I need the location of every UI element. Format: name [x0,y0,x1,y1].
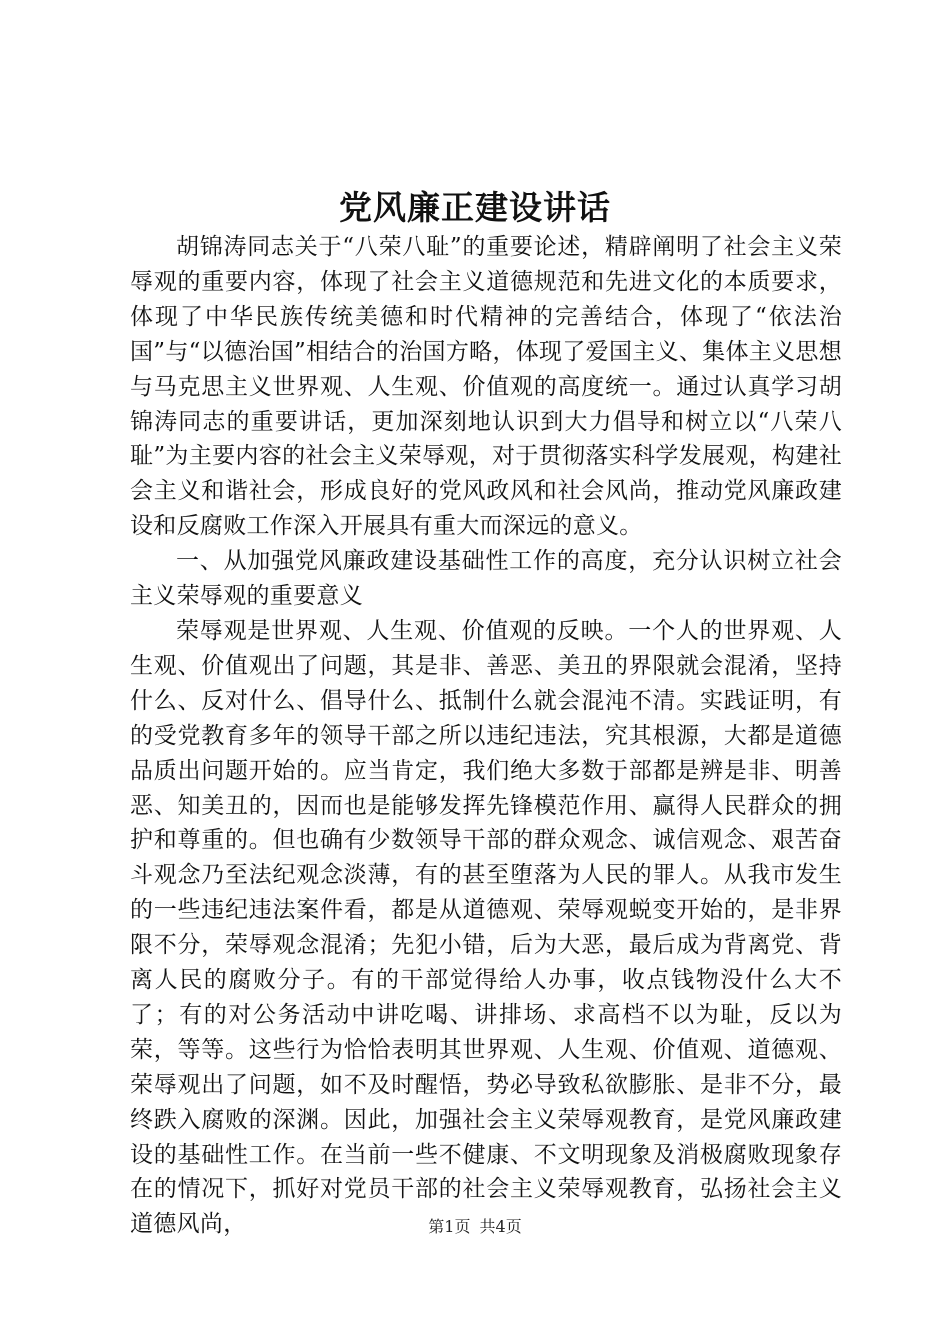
page-total: 共4页 [479,1217,522,1236]
paragraph-intro: 胡锦涛同志关于“八荣八耻”的重要论述，精辟阐明了社会主义荣辱观的重要内容，体现了社会主义道德规范和先进文化的本质要求，体现了中华民族传统美德和时代精神的完善结合，体现了“依法治国”与“以德治国”相结合的治国方略，体现了爱国主义、集体主义思想与马克思主义世界观、人生观、价值观的高度统一。通过认真学习胡锦涛同志的重要讲话，更加深刻地认识到大力倡导和树立以“八荣八耻”为主要内容的社会主义荣辱观，对于贯彻落实科学发展观，构建社会主义和谐社会，形成良好的党风政风和社会风尚，推动党风廉政建设和反腐败工作深入开展具有重大而深远的意义。 [130,234,842,540]
page-number: 第1页 [428,1217,471,1236]
document-body [130,230,842,1242]
document-title: 党风廉正建设讲话 [339,188,611,227]
paragraph-section-heading: 一、从加强党风廉政建设基础性工作的高度，充分认识树立社会主义荣辱观的重要意义 [130,548,842,610]
paragraph-body: 荣辱观是世界观、人生观、价值观的反映。一个人的世界观、人生观、价值观出了问题，其是非、善恶、美丑的界限就会混淆，坚持什么、反对什么、倡导什么、抵制什么就会混沌不清。实践证明，有的受党教育多年的领导干部之所以违纪违法，究其根源，大都是道德品质出问题开始的。应当肯定，我们绝大多数于部都是辨是非、明善恶、知美丑的，因而也是能够发挥先锋模范作用、赢得人民群众的拥护和尊重的。但也确有少数领导干部的群众观念、诚信观念、艰苦奋斗观念乃至法纪观念淡薄，有的甚至堕落为人民的罪人。从我市发生的一些违纪违法案件看，都是从道德观、荣辱观蜕变开始的，是非界限不分，荣辱观念混淆；先犯小错，后为大恶，最后成为背离党、背离人民的腐败分子。有的干部觉得给人办事，收点钱物没什么大不了；有的对公务活动中讲吃喝、讲排场、求高档不以为耻，反以为荣，等等。这些行为恰恰表明其世界观、人生观、价值观、道德观、荣辱观出了问题，如不及时醒悟，势必导致私欲膨胀、是非不分，最终跌入腐败的深渊。因此，加强社会主义荣辱观教育，是党风廉政建设的基础性工作。在当前一些不健康、不文明现象及消极腐败现象存在的情况下，抓好对党员干部的社会主义荣辱观教育，弘扬社会主义道德风尚， [130,617,842,1238]
page-footer [0,1215,950,1239]
